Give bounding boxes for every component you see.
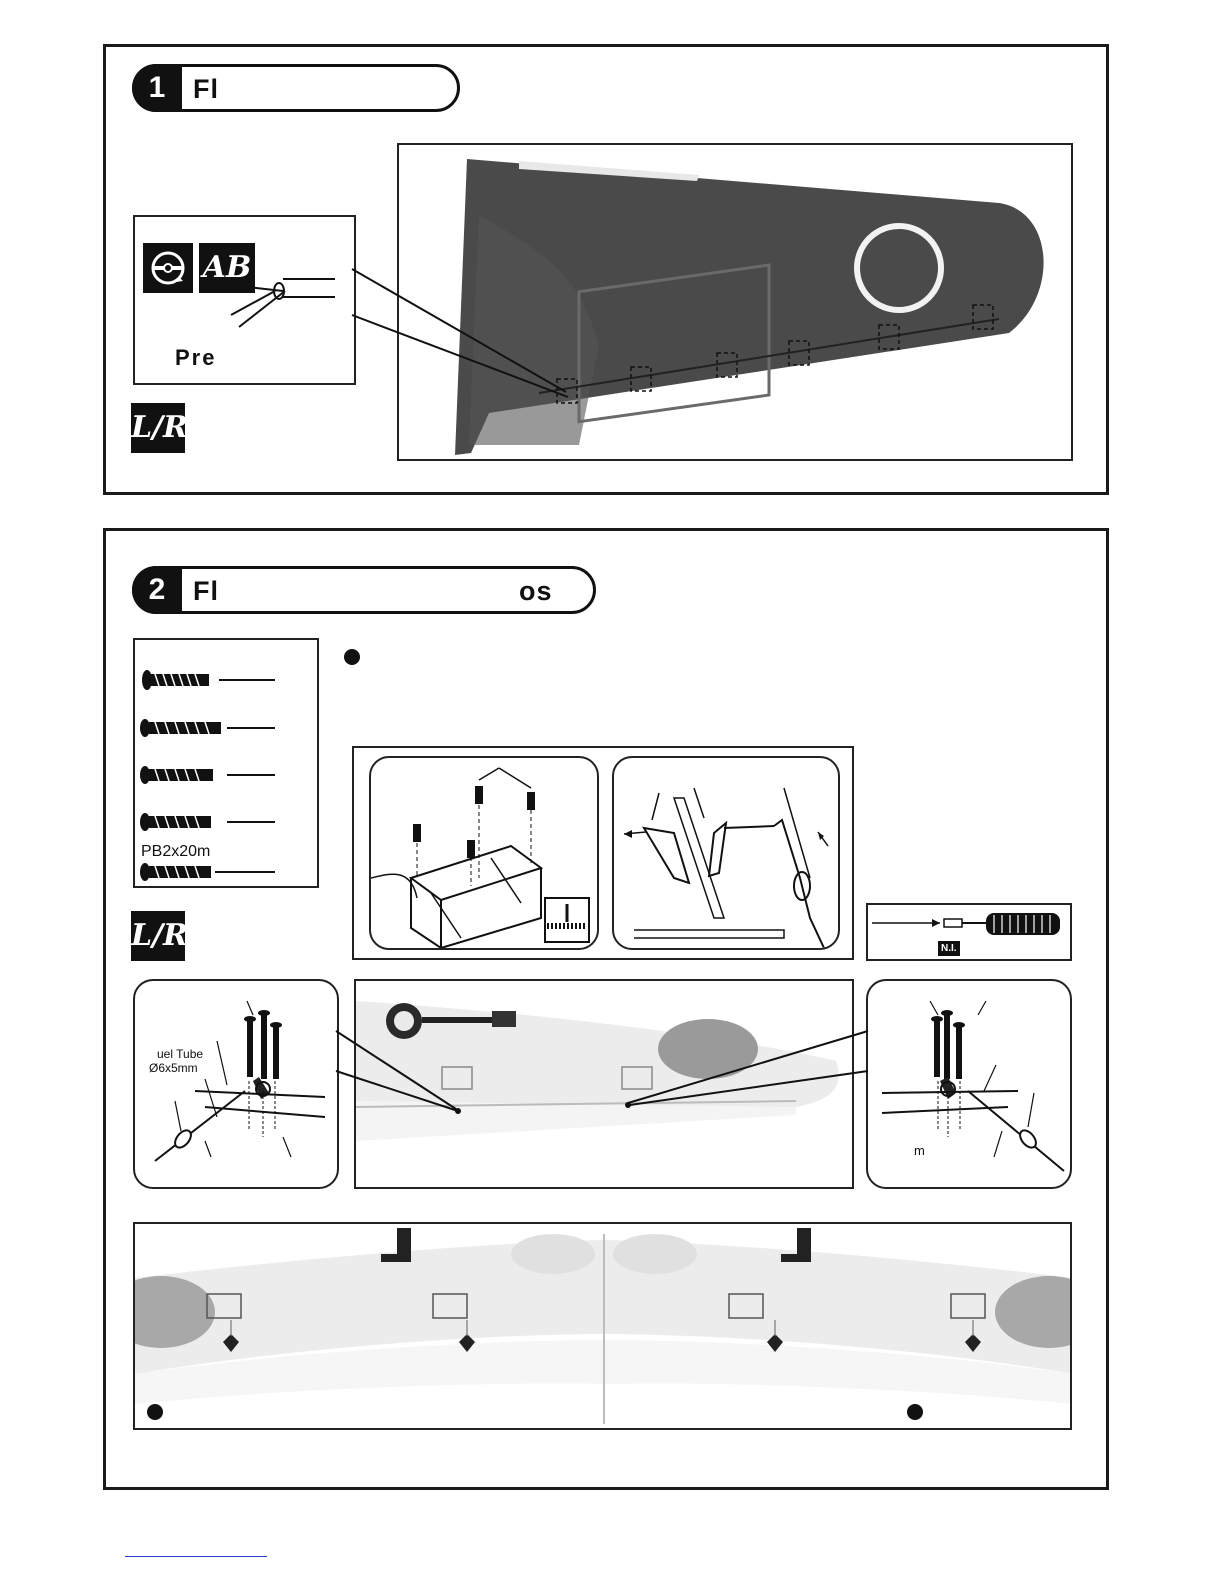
step-2-panel bbox=[103, 528, 1109, 1490]
step-1-header bbox=[132, 64, 460, 112]
right-wing-marker bbox=[907, 1404, 923, 1420]
footer-link-underline bbox=[125, 1556, 267, 1557]
step-2-header bbox=[132, 566, 596, 614]
step-1-title: Fl bbox=[193, 74, 219, 104]
step-2-title: Fl bbox=[193, 576, 219, 606]
screw-2-icon bbox=[140, 719, 275, 737]
screw-5-icon bbox=[140, 863, 275, 881]
screw-label: PB2x20m bbox=[141, 843, 211, 860]
right-linkage-callout bbox=[866, 979, 1072, 1189]
glue-ab-label: AB bbox=[202, 250, 252, 285]
step-2-number: 2 bbox=[132, 566, 182, 614]
step-2-title-suffix: os bbox=[519, 576, 553, 606]
screw-list bbox=[133, 638, 319, 888]
fuel-tube-label-1: uel Tube bbox=[157, 1047, 204, 1061]
servo-box-diagram bbox=[369, 756, 599, 950]
step-1-hinge-inset bbox=[133, 215, 356, 385]
hinge-detail-drawing bbox=[135, 217, 358, 387]
tool-tag bbox=[938, 941, 960, 956]
full-wing-photo bbox=[133, 1222, 1072, 1430]
step-1-inset-label: Pre bbox=[175, 345, 217, 370]
step-1-panel bbox=[103, 44, 1109, 495]
screw-3-icon bbox=[140, 766, 275, 784]
step-2-wing-photo bbox=[354, 979, 854, 1189]
control-horn-diagram bbox=[612, 756, 840, 950]
screwdriver-icon bbox=[868, 905, 1074, 963]
screw-4-icon bbox=[140, 813, 275, 831]
screw-1-icon bbox=[142, 670, 275, 690]
left-linkage-callout bbox=[133, 979, 339, 1189]
step-1-side-badge: L/R bbox=[131, 403, 185, 453]
left-wing-marker bbox=[147, 1404, 163, 1420]
tool-tag-label: N.I. bbox=[941, 943, 957, 954]
step-1-wing-photo bbox=[397, 143, 1073, 461]
servo-install-diagrams bbox=[352, 746, 854, 960]
tool-box bbox=[866, 903, 1072, 961]
fuel-tube-label-2: Ø6x5mm bbox=[149, 1061, 198, 1075]
step-1-number: 1 bbox=[132, 64, 182, 112]
step-2-side-badge: L/R bbox=[131, 911, 185, 961]
bullet-dot bbox=[344, 649, 360, 665]
right-callout-label: m bbox=[914, 1143, 925, 1158]
